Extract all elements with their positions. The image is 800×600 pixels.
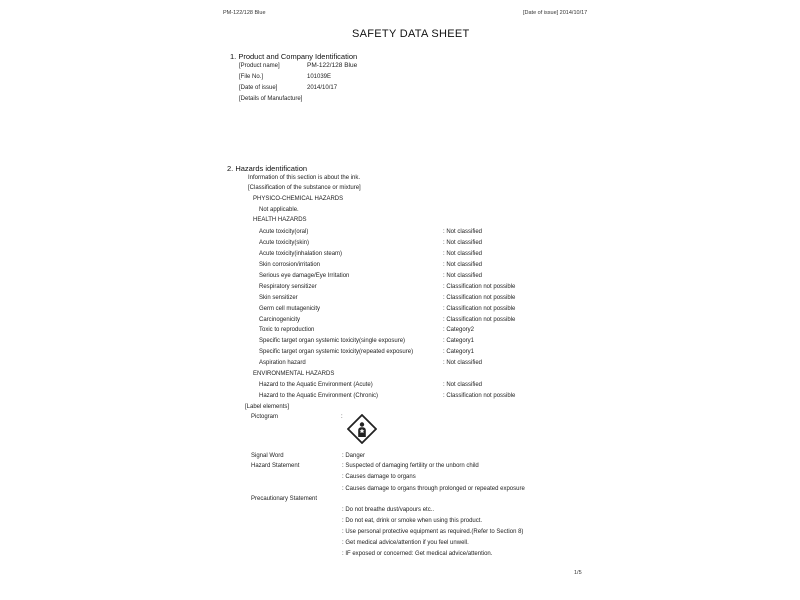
- env-row-value: : Classification not possible: [443, 393, 516, 399]
- precautionary-statement: : IF exposed or concerned: Get medical advice/attention.: [342, 551, 493, 557]
- precautionary-statement: : Get medical advice/attention if you feel unwell.: [342, 540, 469, 546]
- health-row-value: : Classification not possible: [443, 317, 516, 323]
- health-row-label: Acute toxicity(skin): [259, 240, 310, 246]
- health-row-value: : Classification not possible: [443, 284, 516, 290]
- product-name-value: PM-122/128 Blue: [307, 62, 358, 69]
- health-row-label: Skin corrosion/irritation: [259, 262, 321, 268]
- health-heading: HEALTH HAZARDS: [253, 217, 307, 223]
- health-row-value: : Not classified: [443, 251, 483, 257]
- file-no-label: [File No.]: [239, 74, 264, 80]
- env-row-label: Hazard to the Aquatic Environment (Chronic): [259, 393, 379, 399]
- page-number: 1/5: [574, 570, 582, 576]
- sds-page: [213, 0, 593, 600]
- env-row-value: : Not classified: [443, 382, 483, 388]
- date-of-issue-value: 2014/10/17: [307, 85, 338, 91]
- pictogram-label: Pictogram: [251, 414, 279, 420]
- header-date: [Date of issue] 2014/10/17: [523, 10, 588, 16]
- env-row-label: Hazard to the Aquatic Environment (Acute): [259, 382, 373, 388]
- health-row-value: : Not classified: [443, 229, 483, 235]
- header-product: PM-122/128 Blue: [223, 10, 266, 16]
- health-row-label: Aspiration hazard: [259, 360, 306, 366]
- precautionary-statement: : Do not breathe dust/vapours etc..: [342, 507, 435, 513]
- health-row-value: : Category1: [443, 349, 475, 355]
- label-elements-label: [Label elements]: [245, 404, 290, 410]
- health-row-label: Acute toxicity(oral): [259, 229, 309, 235]
- signal-word-label: Signal Word: [251, 453, 284, 459]
- health-row-value: : Not classified: [443, 262, 483, 268]
- health-row-label: Specific target organ systemic toxicity(repeated exposure): [259, 349, 414, 355]
- precautionary-label: Precautionary Statement: [251, 496, 318, 502]
- health-row-label: Acute toxicity(inhalation steam): [259, 251, 343, 257]
- health-row-label: Carcinogenicity: [259, 317, 301, 323]
- hazard-statement: : Suspected of damaging fertility or the unborn child: [342, 463, 479, 469]
- pictogram-colon: :: [341, 414, 343, 420]
- date-of-issue-label: [Date of issue]: [239, 85, 278, 91]
- health-row-label: Toxic to reproduction: [259, 327, 315, 333]
- health-row-value: : Classification not possible: [443, 306, 516, 312]
- file-no-value: 101039E: [307, 74, 332, 80]
- hazard-statement: : Causes damage to organs: [342, 474, 416, 480]
- health-row-value: : Category1: [443, 338, 475, 344]
- manufacture-label: [Details of Manufacture]: [239, 96, 303, 102]
- health-row-label: Serious eye damage/Eye Irritation: [259, 273, 350, 279]
- health-row-value: : Not classified: [443, 360, 483, 366]
- hazard-statement-label: Hazard Statement: [251, 463, 300, 469]
- health-row-value: : Classification not possible: [443, 295, 516, 301]
- env-heading: ENVIRONMENTAL HAZARDS: [253, 371, 335, 377]
- precautionary-statement: : Use personal protective equipment as required.(Refer to Section 8): [342, 529, 524, 535]
- health-row-label: Skin sensitizer: [259, 295, 298, 301]
- physico-value: Not applicable.: [259, 207, 299, 213]
- health-row-value: : Not classified: [443, 240, 483, 246]
- hazard-statement: : Causes damage to organs through prolonged or repeated exposure: [342, 486, 525, 492]
- section2-heading: 2. Hazards identification: [227, 164, 308, 173]
- signal-word-value: : Danger: [342, 453, 366, 459]
- health-row-value: : Not classified: [443, 273, 483, 279]
- physico-heading: PHYSICO-CHEMICAL HAZARDS: [253, 196, 344, 202]
- health-row-label: Specific target organ systemic toxicity(single exposure): [259, 338, 406, 344]
- section1-heading: 1. Product and Company Identification: [230, 52, 358, 61]
- product-name-label: [Product name]: [239, 63, 280, 69]
- precautionary-statement: : Do not eat, drink or smoke when using this product.: [342, 518, 483, 524]
- document-title: SAFETY DATA SHEET: [352, 28, 470, 40]
- health-row-label: Respiratory sensitizer: [259, 284, 317, 290]
- classification-label: [Classification of the substance or mixture]: [248, 185, 361, 191]
- section2-intro: Information of this section is about the ink.: [248, 175, 361, 181]
- health-row-label: Germ cell mutagenicity: [259, 306, 321, 312]
- health-hazard-icon: [347, 414, 377, 444]
- health-row-value: : Category2: [443, 327, 475, 333]
